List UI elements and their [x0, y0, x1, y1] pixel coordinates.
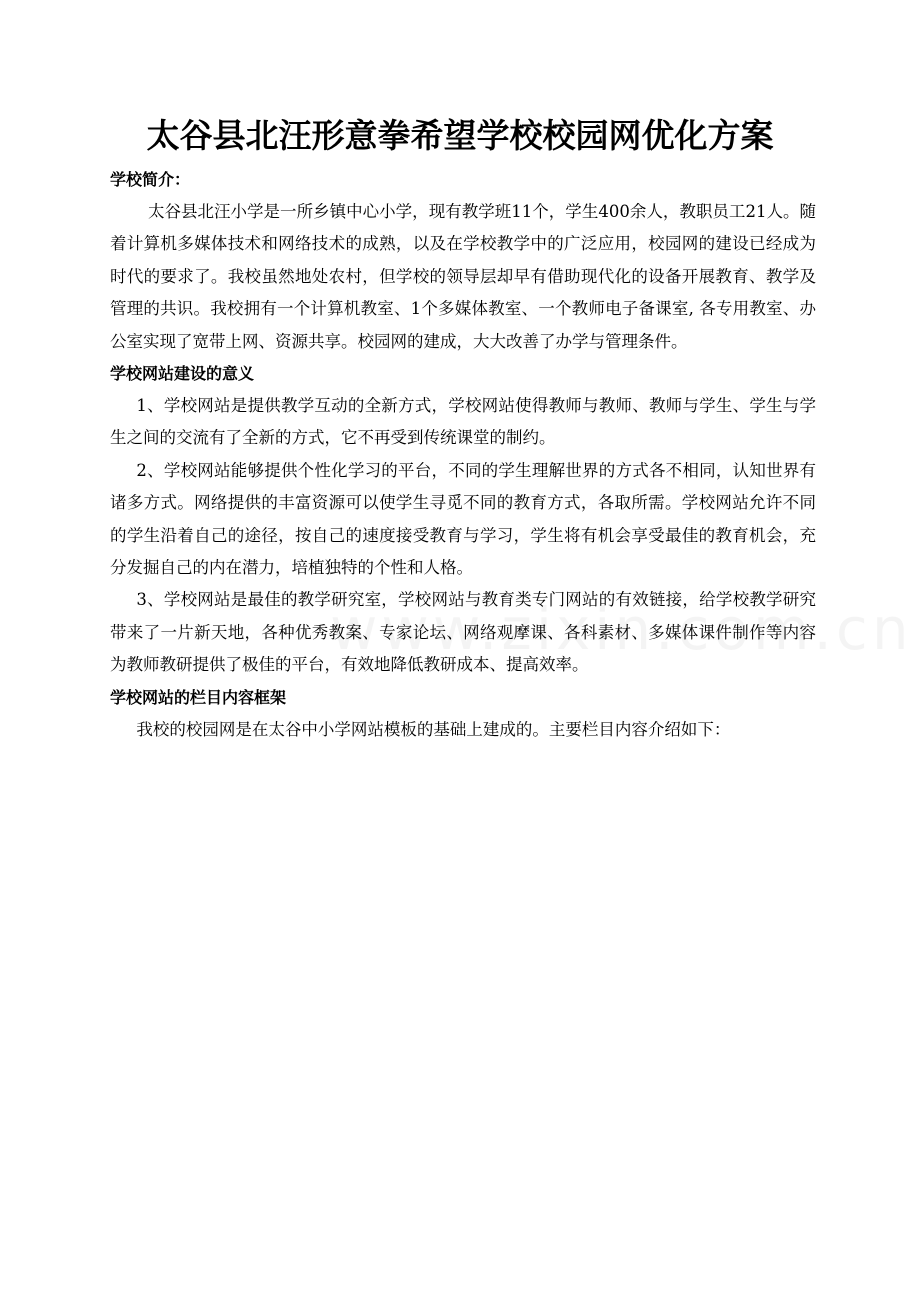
document-body — [110, 164, 816, 746]
document-title: 太谷县北汪形意拳希望学校校园网优化方案 — [146, 116, 774, 155]
section-heading: 学校网站建设的意义 — [110, 364, 255, 384]
section-website-framework — [110, 682, 816, 746]
section-heading: 学校简介： — [110, 170, 191, 189]
section-school-intro — [110, 164, 816, 358]
paragraph: 2、学校网站能够提供个性化学习的平台，不同的学生理解世界的方式各不相同，认知世界有诸多方式。网络提供的丰富资源可以使学生寻觅不同的教育方式，各取所需。学校网站允许不同的学生沿着自己的途径，按自己的速度接受教育与学习，学生将有机会享受最佳的教育机会，充分发掘自己的内在潜力，培植独特的个性和人格。 — [110, 460, 816, 578]
paragraph: 太谷县北汪小学是一所乡镇中心小学，现有教学班11个，学生400余人，教职员工21人。随着计算机多媒体技术和网络技术的成熟，以及在学校教学中的广泛应用，校园网的建设已经成为时代的要求了。我校虽然地处农村，但学校的领导层却早有借助现代化的设备开展教育、教学及管理的共识。我校拥有一个计算机教室、1个多媒体教室、一个教师电子备课室, 各专用教室、办公室实现了宽带上网、资源共享。校园网的建成，大大改善了办学与管理条件。 — [110, 202, 816, 351]
paragraph: 我校的校园网是在太谷中小学网站模板的基础上建成的。主要栏目内容介绍如下： — [136, 719, 731, 739]
paragraph: 3、学校网站是最佳的教学研究室，学校网站与教育类专门网站的有效链接，给学校教学研究带来了一片新天地，各种优秀教案、专家论坛、网络观摩课、各科素材、多媒体课件制作等内容为教师教研提供了极佳的平台，有效地降低教研成本、提高效率。 — [110, 590, 816, 675]
paragraph: 1、学校网站是提供教学互动的全新方式，学校网站使得教师与教师、教师与学生、学生与学生之间的交流有了全新的方式，它不再受到传统课堂的制约。 — [110, 396, 816, 448]
section-website-significance — [110, 358, 816, 682]
section-heading: 学校网站的栏目内容框架 — [110, 687, 287, 707]
